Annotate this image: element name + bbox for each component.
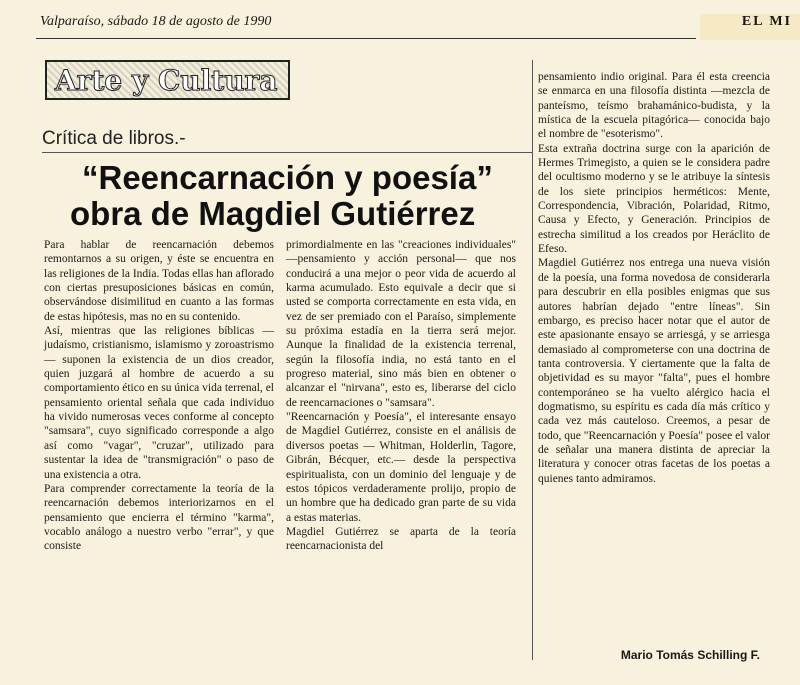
article-column-1: Para hablar de reencarnación debemos remontarnos a su origen, y éste se encuentra en las religiones de la India. Todas ellas han aflorado con ciertas presuposiciones básicas en común, observándose disimilitud en cuanto a las formas de estas hipótesis, mas no en su contenido. Así, mientras que las religiones bíblicas —judaísmo, cristianismo, islamismo y zoroastrismo— suponen la existencia de un dios creador, quien juzgará al hombre de acuerdo a su comportamiento ético en su única vida terrenal, el pensamiento oriental señala que cada individuo ha vivido numerosas veces conforme al concepto "samsara", cuyo significado corresponde a algo así como "vagar", "cruzar", utilizado para sustentar la idea de "transmigración" o paso de una existencia a otra. Para comprender correctamente la teoría de la reencarnación debemos interiorizarnos en el pensamiento que encierra el término "karma", vocablo análogo a nuestro verbo "errar", y que consiste [44,239,274,553]
subhead: Crítica de libros.- [42,128,186,149]
masthead-fragment: EL MI [700,14,800,40]
article-column-2: primordialmente en las "creaciones individuales" —pensamiento y acción personal— que nos conducirá a una mejor o peor vida de acuerdo al karma acumulado. Esto equivale a decir que si usted se comporta correctamente en esta vida, en vez de ser premiado con el Paraíso, simplemente su próxima estadía en la tierra será mejor. Aunque la finalidad de la existencia terrenal, según la filosofía india, no está tanto en el progreso material, sino más bien en obtener o alcanzar el "nirvana", esto es, liberarse del ciclo de reencarnaciones o "samsara". "Reencarnación y Poesía", el interesante ensayo de Magdiel Gutiérrez, consiste en el análisis de diversos poetas — Whitman, Holderlin, Tagore, Gibrán, Bécquer, etc.— desde la perspectiva espiritualista, con un dominio del lenguaje y de estos tópicos verdaderamente prolijo, propio de un hombre que ha dedicado gran parte de su vida a estas materias. Magdiel Gutiérrez se aparta de la teoría reencarnacionista del [286,239,516,553]
section-banner [45,60,290,100]
column-divider [532,60,533,660]
headline-line-2: obra de Magdiel Gutiérrez [70,195,476,232]
header-rule [36,38,696,39]
dateline: Valparaíso, sábado 18 de agosto de 1990 [40,14,272,29]
author-signature: Mario Tomás Schilling F. [620,648,760,662]
headline-line-1: “Reencarnación y poesía” [82,159,493,196]
section-title: Arte y Cultura [55,64,278,97]
headline [70,160,540,232]
article-column-3: pensamiento indio original. Para él esta creencia se enmarca en una filosofía distinta —mezcla de panteísmo, teísmo brahamánico-budista, y la mística de la escuela pitagórica— conocida bajo el nombre de "esoterismo". Esta extraña doctrina surge con la aparición de Hermes Trimegisto, a quien se le considera padre del ocultismo moderno y se le atribuye la síntesis de los siete principios herméticos: Mente, Correspondencia, Vibración, Polaridad, Ritmo, Causa y Efecto, y Generación. Principios de estrecha similitud a los creados por Heráclito de Efeso. Magdiel Gutiérrez nos entrega una nueva visión de la poesía, una forma novedosa de considerarla para descubrir en ella posibles enigmas que sus autores habrían dejado "entre líneas". Sin embargo, es preciso hacer notar que el autor de este apasionante ensayo se arriesgá, y se arriesga demasiado al comprometerse con una doctrina de tanta controversia. Y ciertamente que la falta de objetividad es su mayor "falta", pues el hombre contemporáneo se ha vuelto alérgico hacia el dogmatismo, su espíritu es cada día más crítico y cada vez más cauteloso. Creemos, a pesar de todo, que "Reencarnación y Poesía" posee el valor de señalar una manera distinta de apreciar la literatura y conocer otras facetas de los poetas a quienes tanto admiramos. [538,71,770,485]
subhead-rule [42,152,532,153]
